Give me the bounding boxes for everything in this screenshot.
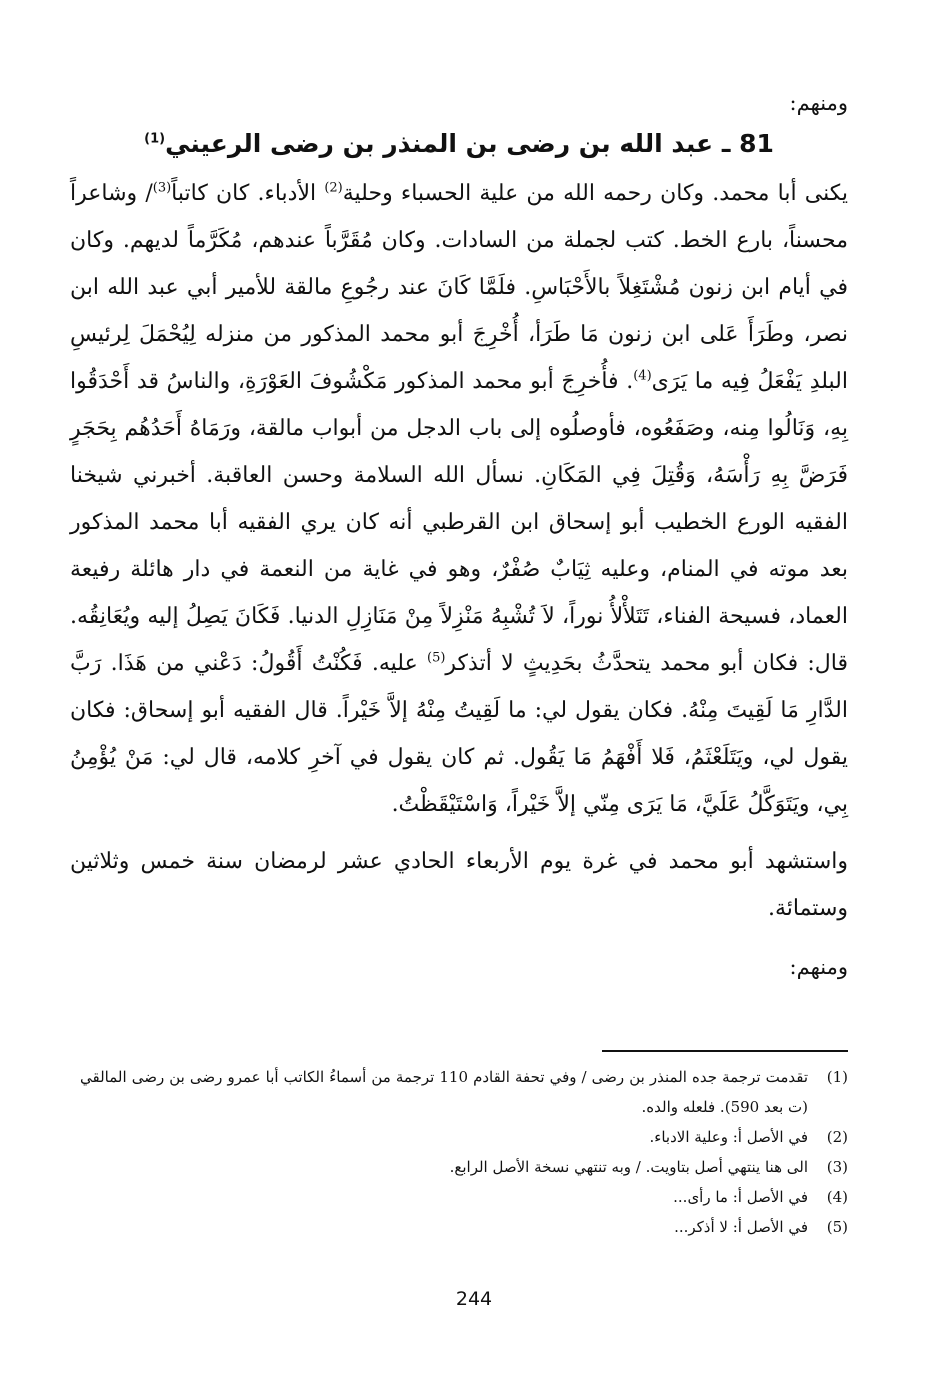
paragraph-text-part-5: عليه. فَكُنْتُ أَقُولُ: دَعْني من هَذَا. رَبَّ الدَّارِ مَا لَقِيتَ مِنْهُ. فكان يقول لي: ما لَقِيتُ مِنْهُ إلاَّ خَيْراً. قال الفقيه أبو إسحاق: فكان يقول لي، ويَتَلَعْثَمُ، فَلا أَفْهَمُ مَا يَقُول. ثم كان يقول في آخرِ كلامه، قال لي: مَنْ يُؤْمِنُ بِي، ويَتَوَكَّلُ عَلَيَّ، مَا يَرَى مِنّي إلاَّ خَيْراً، وَاسْتَيْقَظْتُ. (70, 651, 848, 817)
footnote-number: (4) (826, 1188, 848, 1206)
footnote-item (80, 1212, 848, 1242)
page-number: 244 (455, 1288, 493, 1310)
footnote-text: في الأصل أ: لا أذكر... (674, 1218, 808, 1236)
footnote-number: (3) (826, 1158, 848, 1176)
footnote-ref-4: (4) (633, 368, 652, 384)
footnotes-list (80, 1062, 848, 1242)
paragraph-text-part-1: يكنى أبا محمد. وكان رحمه الله من علية الحسباء وحلية (342, 181, 849, 206)
footnote-ref-5: (5) (426, 650, 446, 666)
paragraph-text-part-4: . فأُخرِجَ أبو محمد المذكور مَكْشُوفَ العَوْرَةِ، والناسُ قد أَحْدَقُوا بِهِ، وَنَالُوا مِنه، وصَفَعُوه، فأوصلُوه إلى باب الدجل من أبواب مالقة، ورَمَاهُ أَحَدُهُم بِحَجَرٍ فَرَضَّ بِهِ رَأْسَهُ، وَقُتِلَ فِي المَكَانِ. نسأل الله السلامة وحسن العاقبة. أخبرني شيخنا الفقيه الورع الخطيب أبو إسحاق ابن القرطبي أنه كان يري الفقيه أبا محمد المذكور بعد موته في المنام، وعليه ثِيَابٌ صُفْرٌ، وهو في غاية من النعمة في دار هائلة رفيعة العماد، فسيحة الفناء، تَتَلأْلأُ نوراً، لاَ تُشْبِهُ مَنْزِلاً مِنْ مَنَازِلِ الدنيا. فَكَانَ يَصِلُ إليه ويُعَانِقُه. قال: فكان أبو محمد يتحدَّثُ بحَدِيثٍ لا أتذكر (70, 369, 848, 676)
entry-title-text: 81 ـ عبد الله بن رضى بن المنذر بن رضى الرعيني (165, 129, 774, 158)
footnote-number: (1) (826, 1068, 848, 1086)
section-intro: ومنهم: (789, 91, 848, 115)
footnote-text: في الأصل أ: ما رأى... (673, 1188, 808, 1206)
footnote-item (80, 1062, 848, 1122)
section-closing: ومنهم: (789, 955, 848, 979)
paragraph-text-part-3: / وشاعراً محسناً، بارع الخط. كتب لجملة من السادات. وكان مُقَرَّباً عندهم، مُكَرَّماً لديهم. وكان في أيام ابن زنون مُشْتَغِلاً بالأَحْبَاسِ. فلَمَّا كَانَ عند رجُوعِ مالقة للأمير أبي عبد الله ابن نصر، وطَرَأَ عَلى ابن زنون مَا طَرَأ، أُخْرِجَ أبو محمد المذكور من منزله لِيُحْمَلَ لِرئيسِ البلدِ يَفْعَلُ فِيه ما يَرَى (70, 181, 849, 394)
footnote-divider (602, 1050, 848, 1052)
footnote-item (80, 1122, 848, 1152)
footnote-text: الى هنا ينتهي أصل بتاويت. / وبه تنتهي نسخة الأصل الرابع. (449, 1158, 808, 1176)
second-paragraph: واستشهد أبو محمد في غرة يوم الأربعاء الحادي عشر لرمضان سنة خمس وثلاثين وستمائة. (70, 849, 848, 921)
footnote-ref-3: (3) (152, 180, 172, 196)
entry-title (70, 124, 848, 164)
footnote-ref-2: (2) (324, 180, 343, 196)
title-footnote-ref: (1) (144, 131, 166, 147)
footnote-text: تقدمت ترجمة جده المنذر بن رضى / وفي تحفة القادم 110 ترجمة من أسماءُ الكاتب أبا عمرو رضى بن رضى المالقي (ت بعد 590). فلعله والده. (80, 1068, 808, 1116)
page-body (70, 88, 848, 982)
main-paragraph (70, 170, 848, 828)
footnote-text: في الأصل أ: وعلية الادباء. (649, 1128, 808, 1146)
footnote-item (80, 1152, 848, 1182)
footnote-item (80, 1182, 848, 1212)
footnote-number: (5) (826, 1218, 848, 1236)
paragraph-text-part-2: الأدباء. كان كاتباً (171, 181, 325, 206)
footnote-number: (2) (826, 1128, 848, 1146)
